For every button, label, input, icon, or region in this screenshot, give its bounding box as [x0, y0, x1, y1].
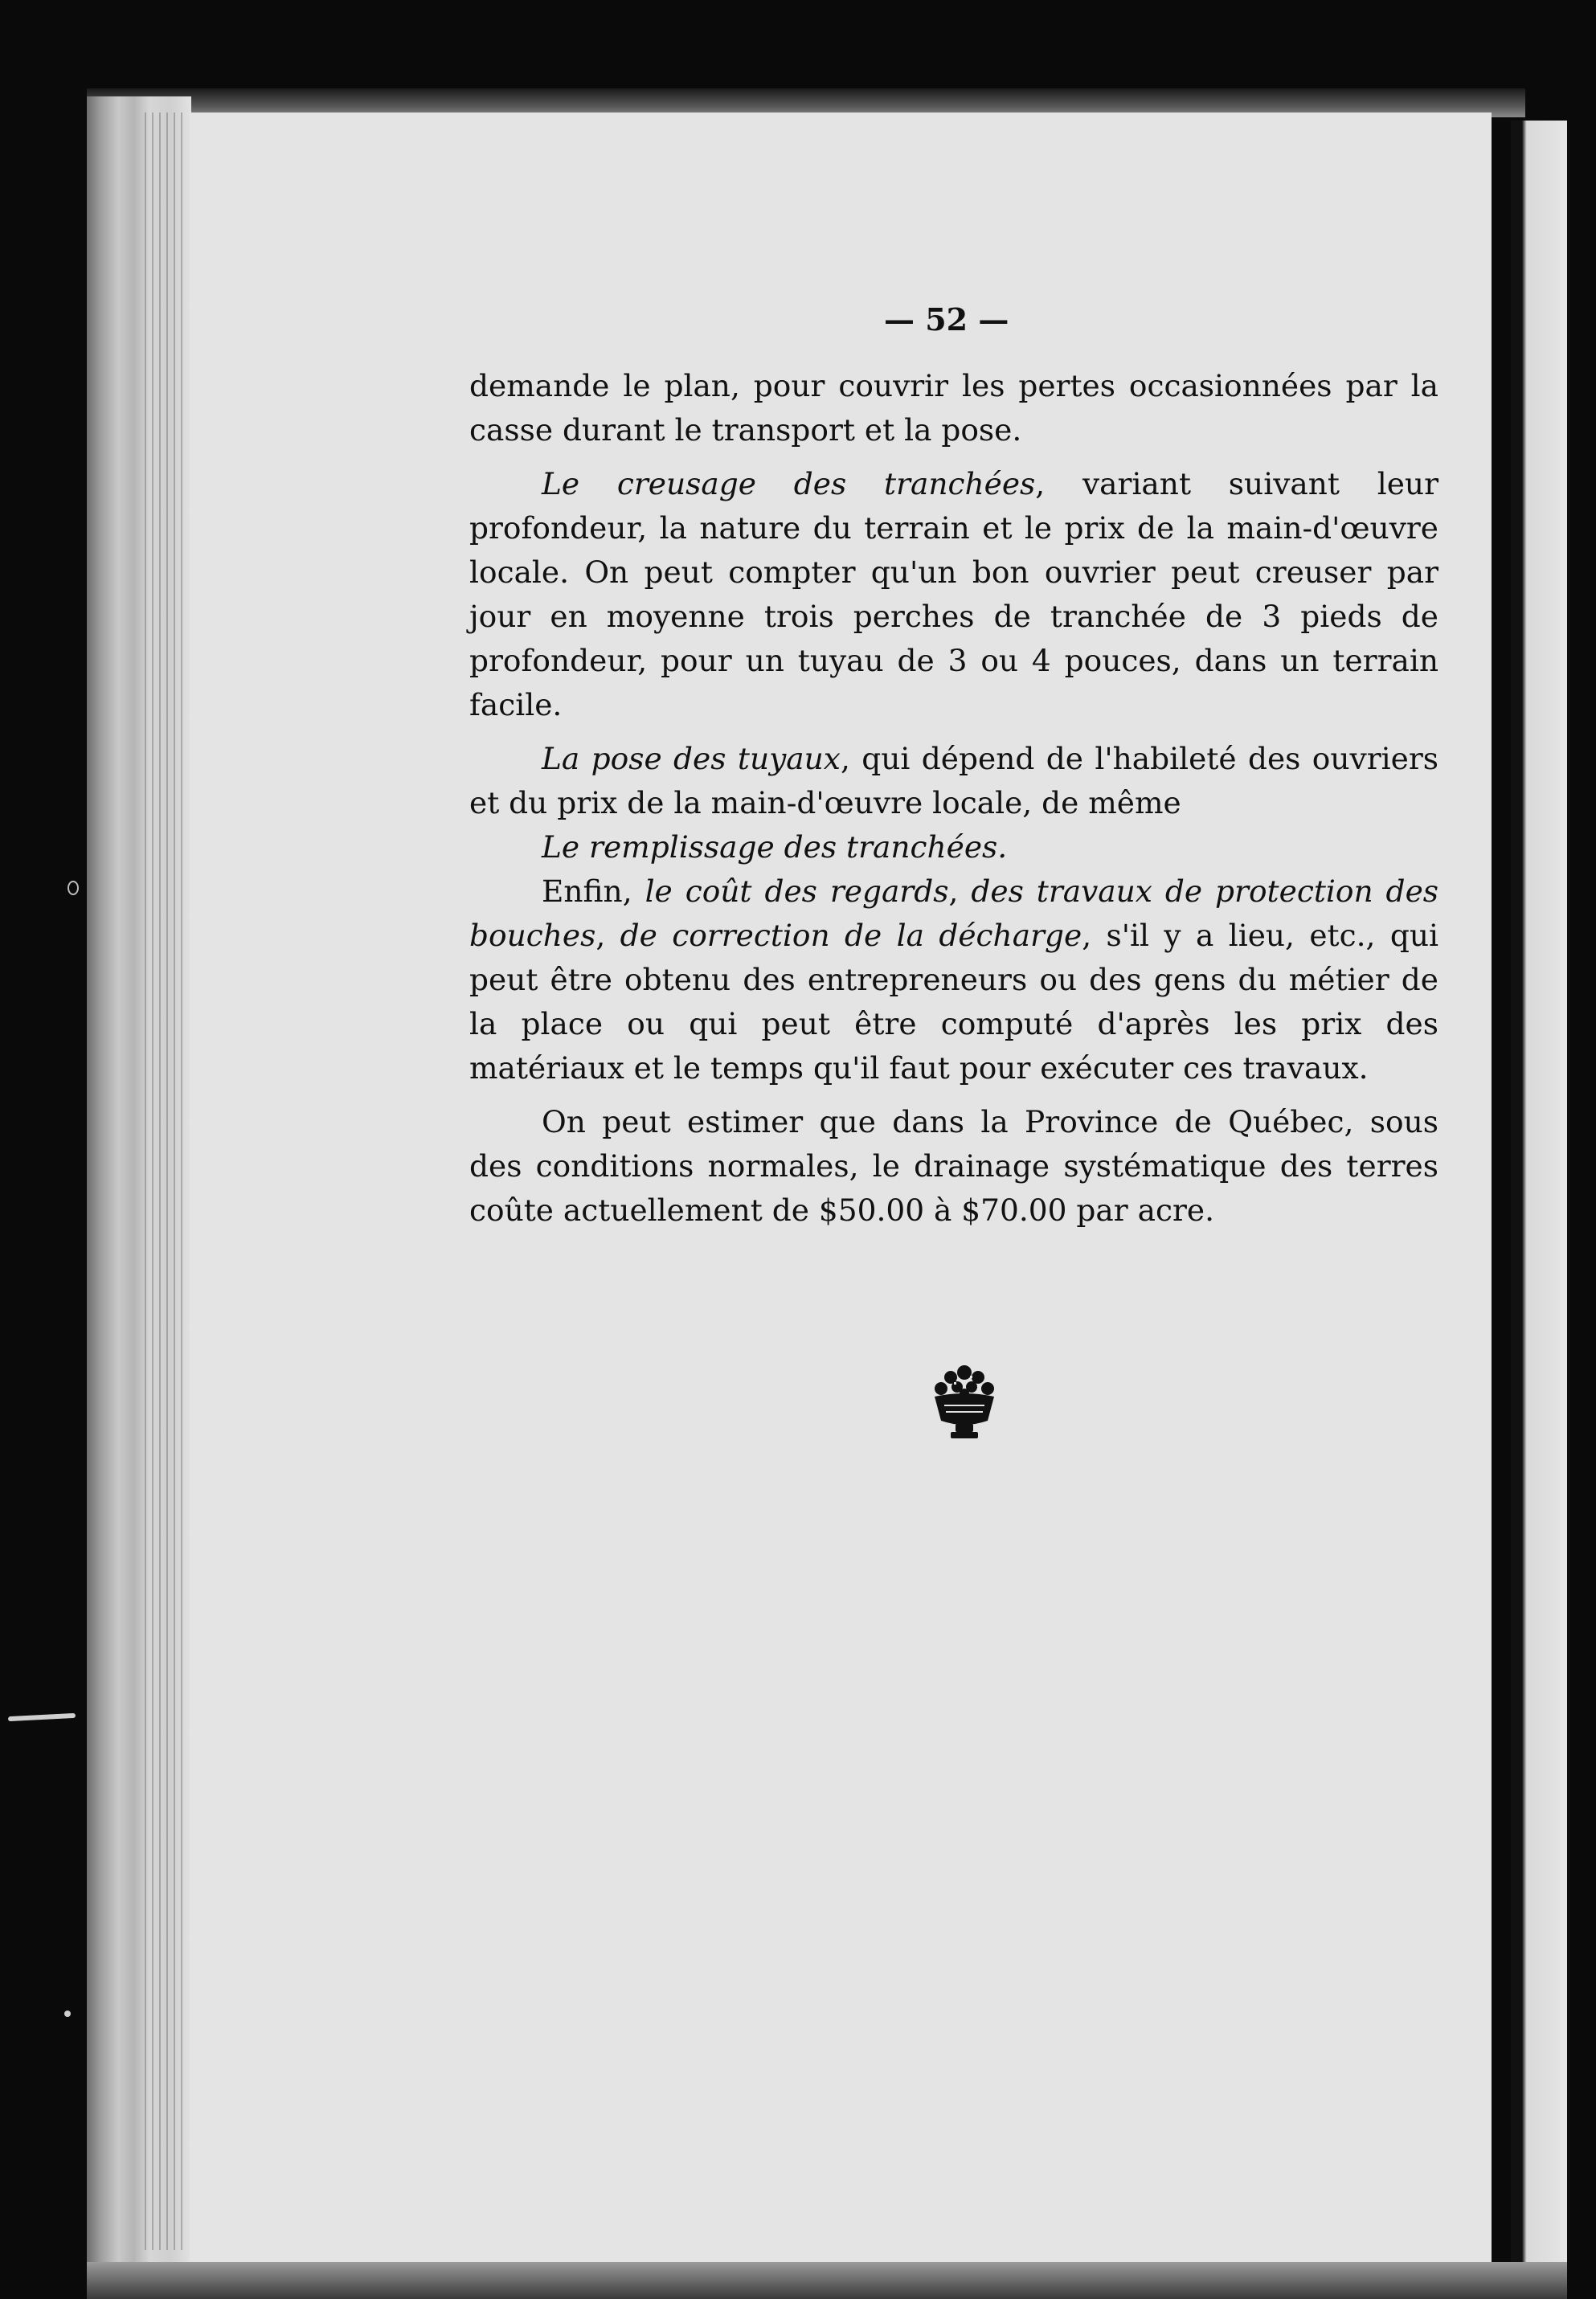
paragraph-5-lead: Enfin,	[542, 873, 645, 909]
right-page-edge	[1511, 121, 1567, 2274]
paragraph-6	[469, 1100, 1438, 1233]
paragraph-6-text: On peut estimer que dans la Province de Québec, sous des conditions normales, le drainage systématique des terres coûte actuellement de $50.00 à $70.00 par acre.	[469, 1104, 1438, 1228]
margin-scratch	[8, 1713, 76, 1721]
paragraph-2	[469, 462, 1438, 727]
paragraph-4-italic-heading: Le remplissage des tranchées.	[542, 829, 1008, 865]
paragraph-5-italic-1: le coût des regards	[645, 873, 949, 909]
paragraph-5-italic-3: de correction de la décharge	[620, 918, 1082, 953]
paragraph-5	[469, 869, 1438, 1090]
body-text	[469, 301, 1438, 1233]
paragraph-3-italic-heading: La pose des tuyaux	[542, 741, 841, 776]
paragraph-5-italic-2: des travaux de protection des bouches	[469, 873, 1439, 953]
paragraph-5-sep-2: ,	[595, 918, 620, 953]
paragraph-2-text: , variant suivant leur profondeur, la nature du terrain et le prix de la main-d'œuvre locale. On peut compter qu'un bon ouvrier peut creuser par jour en moyenne trois perches de tranchée de 3 pieds de profondeur, pour un tuyau de 3 ou 4 pouces, dans un terrain facile.	[469, 466, 1439, 722]
paragraph-3-text: , qui dépend de l'habileté des ouvriers et du prix de la main-d'œuvre locale, de même	[469, 741, 1438, 820]
paragraph-3	[469, 737, 1438, 825]
flower-basket-vignette-icon	[920, 1358, 1009, 1446]
margin-dot	[64, 2011, 71, 2017]
paragraph-4	[469, 825, 1438, 869]
margin-speck	[68, 881, 79, 895]
page-number: — 52 —	[884, 301, 1009, 337]
paragraph-5-text: , s'il y a lieu, etc., qui peut être obtenu des entrepreneurs ou des gens du métier de la place ou qui peut être computé d'après les prix des matériaux et le temps qu'il faut pour exécuter ces travaux.	[469, 918, 1439, 1086]
paragraph-1	[469, 364, 1438, 452]
paragraph-1-text: demande le plan, pour couvrir les pertes occasionnées par la casse durant le transport et la pose.	[469, 368, 1438, 448]
paragraph-2-italic-heading: Le creusage des tranchées	[542, 466, 1036, 501]
paragraph-5-sep-1: ,	[948, 873, 972, 909]
spine-texture	[145, 112, 185, 2250]
bottom-fold-band	[87, 2262, 1567, 2299]
